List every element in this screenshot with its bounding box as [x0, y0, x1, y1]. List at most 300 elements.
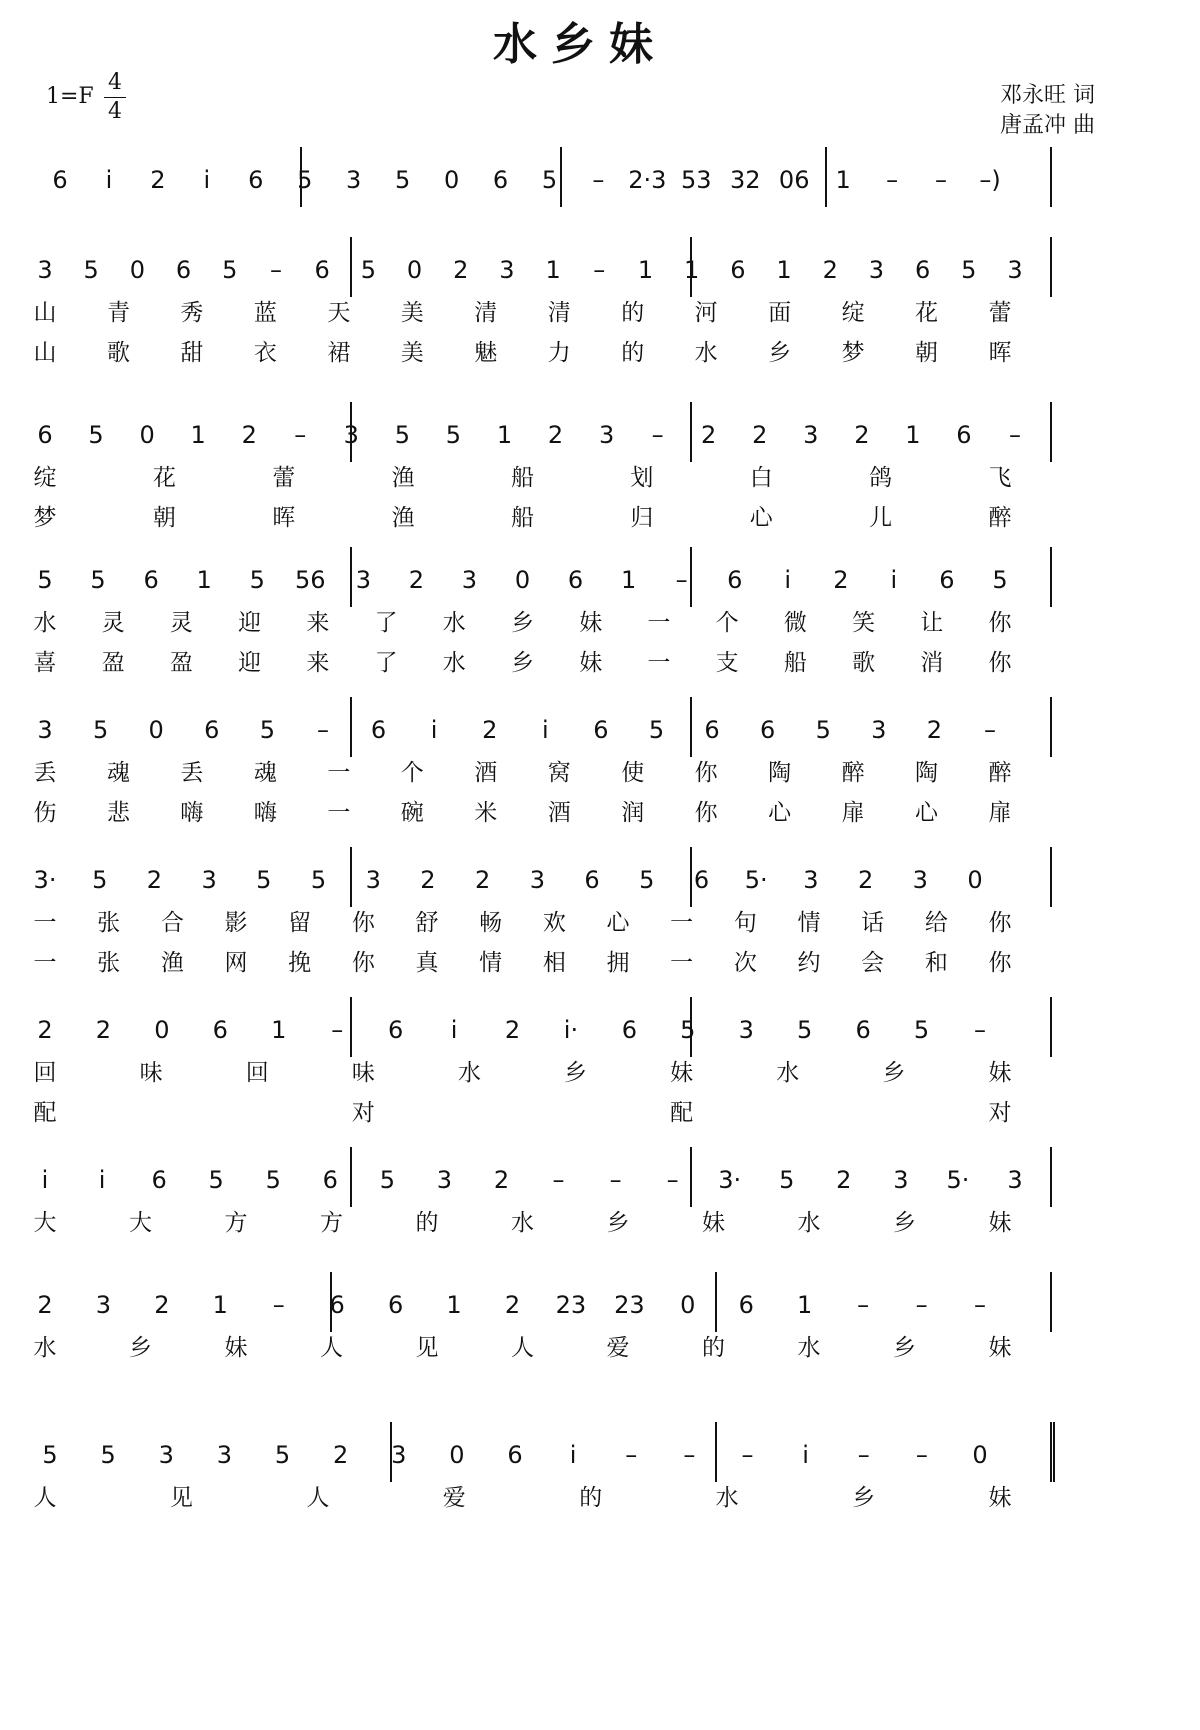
- note: 1: [620, 566, 637, 594]
- page-title: 水乡妹: [493, 19, 667, 70]
- lyric-syllable: 窝: [547, 760, 571, 786]
- bar-line: [1050, 997, 1052, 1057]
- note: 3: [893, 1166, 909, 1194]
- lyric-syllable: 迎: [238, 650, 262, 676]
- note: i: [430, 716, 438, 744]
- note: 23: [614, 1291, 645, 1319]
- note: 6: [314, 256, 330, 284]
- note: i: [541, 716, 549, 744]
- lyric-syllable: 丢: [180, 760, 204, 786]
- note: 32: [729, 166, 761, 194]
- lyric-syllable: 水: [694, 340, 718, 366]
- note: 3: [803, 421, 819, 449]
- note: 1: [446, 1291, 462, 1319]
- lyric-syllable: 悲: [106, 800, 130, 826]
- lyric-syllable: 甜: [180, 340, 204, 366]
- note: 0: [967, 866, 983, 894]
- lyric-syllable: 水: [511, 1210, 534, 1236]
- lyric-syllable: 魂: [106, 760, 130, 786]
- note: 0: [148, 716, 164, 744]
- note: 5: [992, 566, 1008, 594]
- bar-line: [1050, 402, 1052, 462]
- lyric-syllable: 乡: [511, 610, 534, 636]
- lyric-syllable: 的: [415, 1210, 439, 1236]
- note: 0: [406, 256, 423, 284]
- bar-line: [350, 847, 352, 907]
- note: 2: [752, 421, 768, 449]
- note: 0: [139, 421, 155, 449]
- lyric-syllable: 盈: [101, 650, 125, 676]
- note: 0: [154, 1016, 170, 1044]
- lyric-syllable: 扉: [988, 800, 1012, 826]
- lyric-syllable: 绽: [841, 300, 865, 326]
- lyric-syllable: 留: [288, 910, 312, 936]
- note: 3·: [718, 1166, 742, 1194]
- lyric-syllable: 喜: [33, 650, 57, 676]
- lyric-syllable: 碗: [400, 800, 424, 826]
- lyric-syllable: 青: [106, 300, 130, 326]
- note: 5: [92, 716, 109, 744]
- note: 5: [274, 1441, 291, 1469]
- lyric-syllable: 醉: [841, 760, 865, 786]
- note: 2: [833, 566, 849, 594]
- lyric-syllable: 妹: [702, 1210, 725, 1236]
- note: 5·: [744, 866, 768, 894]
- lyric-syllable: 妹: [670, 1060, 694, 1086]
- note: 2: [420, 866, 436, 894]
- lyric-syllable: 水: [776, 1060, 800, 1086]
- lyric-syllable: 配: [670, 1100, 694, 1126]
- lyric-syllable: 水: [715, 1485, 739, 1511]
- lyric-syllable: 欢: [542, 910, 566, 936]
- note: 5: [92, 866, 108, 894]
- lyric-syllable: 笑: [852, 610, 876, 636]
- bar-line: [300, 147, 302, 207]
- lyric-syllable: 歌: [852, 650, 876, 676]
- note: 5: [639, 866, 655, 894]
- note: 5: [797, 1016, 813, 1044]
- lyric-syllable: 挽: [288, 950, 312, 976]
- bar-line: [690, 547, 692, 607]
- note: 5: [541, 166, 558, 194]
- lyric-syllable: 乡: [511, 650, 534, 676]
- note: 5: [394, 166, 411, 194]
- note: 5: [100, 1441, 116, 1469]
- lyric-syllable: 妹: [988, 1485, 1012, 1511]
- lyric-syllable: 你: [351, 910, 375, 936]
- bar-line: [1050, 847, 1052, 907]
- note: 6: [593, 716, 609, 744]
- note: –: [886, 166, 899, 194]
- note: –: [625, 1441, 638, 1469]
- lyric-syllable: 一: [670, 950, 694, 976]
- lyric-syllable: 支: [715, 650, 739, 676]
- lyric-syllable: 一: [327, 800, 351, 826]
- note: 3: [355, 566, 371, 594]
- note: 3: [912, 866, 928, 894]
- note: –: [857, 1441, 870, 1469]
- lyric-syllable: 一: [670, 910, 694, 936]
- note: 5·: [946, 1166, 970, 1194]
- lyric-syllable: 乡: [768, 340, 792, 366]
- note: i: [98, 1166, 106, 1194]
- bar-line: [1050, 1272, 1052, 1332]
- note: 3: [1007, 256, 1023, 284]
- note: 5: [445, 421, 462, 449]
- note: –: [666, 1166, 679, 1194]
- lyric-syllable: 见: [415, 1335, 439, 1361]
- note: –: [269, 256, 282, 284]
- note: 2: [547, 421, 564, 449]
- note: 2: [493, 1166, 510, 1194]
- lyric-syllable: 划: [630, 465, 654, 491]
- note: 5: [256, 866, 272, 894]
- lyric-syllable: 会: [861, 950, 885, 976]
- note: 6: [248, 166, 264, 194]
- lyric-syllable: 一: [33, 950, 57, 976]
- lyric-syllable: 的: [702, 1335, 725, 1361]
- note: 2: [504, 1016, 521, 1044]
- lyric-syllable: 方: [224, 1210, 248, 1236]
- note: –: [272, 1291, 285, 1319]
- note: i: [802, 1441, 809, 1469]
- lyric-syllable: 对: [351, 1100, 375, 1126]
- lyric-syllable: 儿: [869, 505, 893, 531]
- note: 6: [322, 1166, 338, 1194]
- lyric-syllable: 乡: [893, 1335, 916, 1361]
- lyric-syllable: 面: [768, 300, 792, 326]
- bar-line: [1050, 697, 1052, 757]
- lyric-syllable: 微: [783, 610, 807, 636]
- lyric-syllable: 天: [327, 300, 351, 326]
- note: 6: [730, 256, 746, 284]
- note: 6: [621, 1016, 638, 1044]
- lyric-syllable: 次: [733, 950, 757, 976]
- lyric-syllable: 晖: [988, 340, 1012, 366]
- note: 6: [204, 716, 220, 744]
- lyric-syllable: 嗨: [180, 800, 204, 826]
- lyric-syllable: 清: [547, 300, 571, 326]
- note: 5: [394, 421, 410, 449]
- lyric-syllable: 和: [924, 950, 948, 976]
- note: 5: [259, 716, 275, 744]
- note: 1: [271, 1016, 287, 1044]
- lyric-syllable: 渔: [391, 505, 415, 531]
- lyric-syllable: 水: [442, 610, 466, 636]
- note: 6: [727, 566, 743, 594]
- lyric-syllable: 一: [327, 760, 351, 786]
- note: 6: [387, 1016, 404, 1044]
- lyric-syllable: 舒: [415, 910, 439, 936]
- note: 5: [265, 1166, 281, 1194]
- lyric-syllable: 梦: [841, 340, 865, 366]
- lyric-syllable: 心: [606, 910, 630, 936]
- lyric-syllable: 爱: [606, 1335, 630, 1361]
- note: i: [203, 166, 211, 194]
- lyric-syllable: 水: [797, 1335, 821, 1361]
- lyric-syllable: 花: [152, 465, 176, 491]
- note: 2: [154, 1291, 170, 1319]
- note: 6: [956, 421, 972, 449]
- note: 5: [648, 716, 665, 744]
- note: 3: [436, 1166, 453, 1194]
- bar-line: [690, 997, 692, 1057]
- note: 2: [822, 256, 838, 284]
- note: 6: [507, 1441, 523, 1469]
- lyric-syllable: 的: [621, 300, 645, 326]
- lyric-syllable: 山: [33, 300, 57, 326]
- bar-line: [1050, 147, 1052, 207]
- lyric-syllable: 乡: [129, 1335, 152, 1361]
- lyric-syllable: 灵: [101, 610, 125, 636]
- bar-line: [690, 697, 692, 757]
- lyric-syllable: 畅: [479, 910, 503, 936]
- note: 2: [146, 866, 163, 894]
- note: 5: [42, 1441, 58, 1469]
- note: i: [569, 1441, 577, 1469]
- lyric-syllable: 大: [129, 1210, 152, 1236]
- bar-line: [390, 1422, 392, 1482]
- note: 3: [216, 1441, 233, 1469]
- bar-line: [350, 547, 352, 607]
- bar-line: [1050, 547, 1052, 607]
- lyric-syllable: 人: [306, 1485, 330, 1511]
- note: –: [857, 1291, 870, 1319]
- lyric-syllable: 白: [749, 465, 773, 491]
- lyric-syllable: 你: [694, 760, 718, 786]
- bar-line: [350, 237, 352, 297]
- bar-line: [1050, 1147, 1052, 1207]
- lyric-syllable: 味: [351, 1060, 375, 1086]
- note: 2: [701, 421, 717, 449]
- lyric-syllable: 人: [511, 1335, 534, 1361]
- lyric-syllable: 个: [715, 610, 739, 636]
- time-signature-line: [104, 97, 126, 98]
- lyric-syllable: 方: [320, 1210, 343, 1236]
- bar-line: [1050, 237, 1052, 297]
- lyric-syllable: 你: [988, 610, 1012, 636]
- note: i: [450, 1016, 458, 1044]
- lyric-syllable: 对: [988, 1100, 1012, 1126]
- note: 6: [914, 256, 931, 284]
- note: 5: [37, 566, 53, 594]
- note: 2: [241, 421, 257, 449]
- note: –: [316, 716, 329, 744]
- note: 6: [693, 866, 710, 894]
- lyric-syllable: 晖: [272, 505, 296, 531]
- note: 2: [854, 421, 870, 449]
- lyric-syllable: 情: [479, 950, 503, 976]
- lyric-syllable: 船: [511, 465, 534, 491]
- lyric-syllable: 你: [988, 910, 1012, 936]
- lyric-syllable: 来: [306, 650, 330, 676]
- bar-line: [350, 997, 352, 1057]
- note: 6: [760, 716, 776, 744]
- note: 23: [555, 1291, 587, 1319]
- note: –: [609, 1166, 622, 1194]
- note: 3: [598, 421, 615, 449]
- note: 2·3: [628, 166, 667, 194]
- note: 0: [972, 1441, 988, 1469]
- note: 3: [343, 421, 359, 449]
- note: 3: [201, 866, 217, 894]
- note: –): [979, 166, 1001, 194]
- lyric-syllable: 人: [33, 1485, 57, 1511]
- time-signature-bottom: 4: [108, 99, 122, 124]
- note: i: [784, 566, 792, 594]
- lyric-syllable: 渔: [391, 465, 415, 491]
- lyric-syllable: 清: [474, 300, 498, 326]
- note: 2: [926, 716, 943, 744]
- note: 5: [88, 421, 104, 449]
- bar-line: [825, 147, 827, 207]
- lyric-syllable: 你: [351, 950, 375, 976]
- bar-line: [715, 1272, 717, 1332]
- lyric-syllable: 妹: [988, 1335, 1012, 1361]
- bar-line: [560, 147, 562, 207]
- bar-line: [690, 1147, 692, 1207]
- note: 3: [37, 716, 53, 744]
- lyric-syllable: 鸽: [869, 465, 893, 491]
- lyric-syllable: 力: [547, 340, 571, 366]
- note: 5: [360, 256, 376, 284]
- lyric-syllable: 秀: [180, 300, 204, 326]
- bar-line: [350, 1147, 352, 1207]
- lyric-syllable: 话: [861, 910, 885, 936]
- lyric-syllable: 你: [694, 800, 718, 826]
- lyric-syllable: 合: [160, 910, 184, 936]
- note: 3: [499, 256, 515, 284]
- lyric-syllable: 伤: [33, 800, 57, 826]
- note: –: [552, 1166, 565, 1194]
- note: 6: [175, 256, 192, 284]
- note: 0: [443, 166, 460, 194]
- note: 1: [212, 1291, 228, 1319]
- note: 6: [143, 566, 159, 594]
- lyric-syllable: 你: [988, 650, 1012, 676]
- lyric-syllable: 心: [915, 800, 939, 826]
- lyric-syllable: 船: [511, 505, 534, 531]
- note: 3·: [33, 866, 57, 894]
- bar-line: [690, 237, 692, 297]
- lyric-syllable: 妹: [579, 610, 603, 636]
- note: 1: [776, 256, 792, 284]
- note: 1: [196, 566, 212, 594]
- note: i: [890, 566, 898, 594]
- note: 0: [514, 566, 531, 594]
- note: 2: [475, 866, 491, 894]
- lyric-syllable: 使: [621, 760, 645, 786]
- note: 5: [83, 256, 99, 284]
- lyric-syllable: 魂: [253, 760, 277, 786]
- note: –: [592, 166, 605, 194]
- lyric-syllable: 渔: [160, 950, 184, 976]
- lyric-syllable: 给: [924, 910, 948, 936]
- lyric-syllable: 网: [224, 950, 248, 976]
- note: –: [1009, 421, 1021, 449]
- lyric-syllable: 蕾: [272, 465, 296, 491]
- note: 2: [857, 866, 874, 894]
- note: –: [935, 166, 948, 194]
- lyric-syllable: 句: [733, 910, 757, 936]
- lyric-syllable: 美: [400, 340, 424, 366]
- note: 6: [738, 1291, 754, 1319]
- note: 2: [408, 566, 425, 594]
- lyric-syllable: 来: [306, 610, 330, 636]
- lyric-syllable: 妹: [988, 1060, 1012, 1086]
- lyric-syllable: 酒: [547, 800, 571, 826]
- lyric-syllable: 一: [647, 650, 671, 676]
- note: 5: [297, 166, 313, 194]
- lyric-syllable: 回: [245, 1060, 269, 1086]
- note: –: [741, 1441, 754, 1469]
- note: –: [651, 421, 664, 449]
- note: 3: [871, 716, 887, 744]
- note: 0: [129, 256, 146, 284]
- note: –: [331, 1016, 344, 1044]
- note: 6: [329, 1291, 345, 1319]
- lyric-syllable: 丢: [33, 760, 57, 786]
- note: 2: [95, 1016, 112, 1044]
- note: i: [41, 1166, 49, 1194]
- lyric-syllable: 歌: [106, 340, 130, 366]
- lyric-syllable: 妹: [224, 1335, 248, 1361]
- lyric-syllable: 水: [457, 1060, 481, 1086]
- lyric-syllable: 乡: [882, 1060, 906, 1086]
- lyric-syllable: 见: [169, 1485, 193, 1511]
- note: 5: [815, 716, 831, 744]
- note: 0: [680, 1291, 696, 1319]
- note: –: [915, 1291, 928, 1319]
- lyric-syllable: 味: [139, 1060, 163, 1086]
- note: –: [294, 421, 307, 449]
- bar-line: [690, 847, 692, 907]
- note: 2: [37, 1016, 53, 1044]
- lyric-syllable: 飞: [988, 465, 1012, 491]
- lyric-syllable: 乡: [852, 1485, 876, 1511]
- time-signature-top: 4: [108, 70, 122, 95]
- lyric-syllable: 让: [920, 610, 944, 636]
- note: 6: [584, 866, 600, 894]
- bar-line: [715, 1422, 717, 1482]
- note: 1: [684, 256, 700, 284]
- note: 1: [190, 421, 206, 449]
- lyric-syllable: 灵: [169, 610, 193, 636]
- note: 3: [803, 866, 819, 894]
- lyric-syllable: 船: [783, 650, 807, 676]
- note: 56: [294, 566, 326, 594]
- lyric-syllable: 酒: [474, 760, 498, 786]
- note: 5: [779, 1166, 795, 1194]
- note: 2: [504, 1291, 521, 1319]
- note: 2: [836, 1166, 852, 1194]
- note: 3: [391, 1441, 407, 1469]
- composer-credit: 唐孟冲 曲: [1000, 113, 1095, 138]
- note: i: [105, 166, 113, 194]
- lyric-syllable: 蕾: [988, 300, 1012, 326]
- lyric-syllable: 乡: [564, 1060, 588, 1086]
- note: –: [675, 566, 688, 594]
- lyric-syllable: 嗨: [253, 800, 277, 826]
- note: 6: [52, 166, 68, 194]
- lyric-syllable: 相: [542, 950, 566, 976]
- lyric-syllable: 醉: [988, 760, 1012, 786]
- note: 1: [835, 166, 851, 194]
- note: 5: [208, 1166, 224, 1194]
- lyric-syllable: 乡: [893, 1210, 916, 1236]
- note: 3: [1007, 1166, 1023, 1194]
- lyric-syllable: 扉: [841, 800, 865, 826]
